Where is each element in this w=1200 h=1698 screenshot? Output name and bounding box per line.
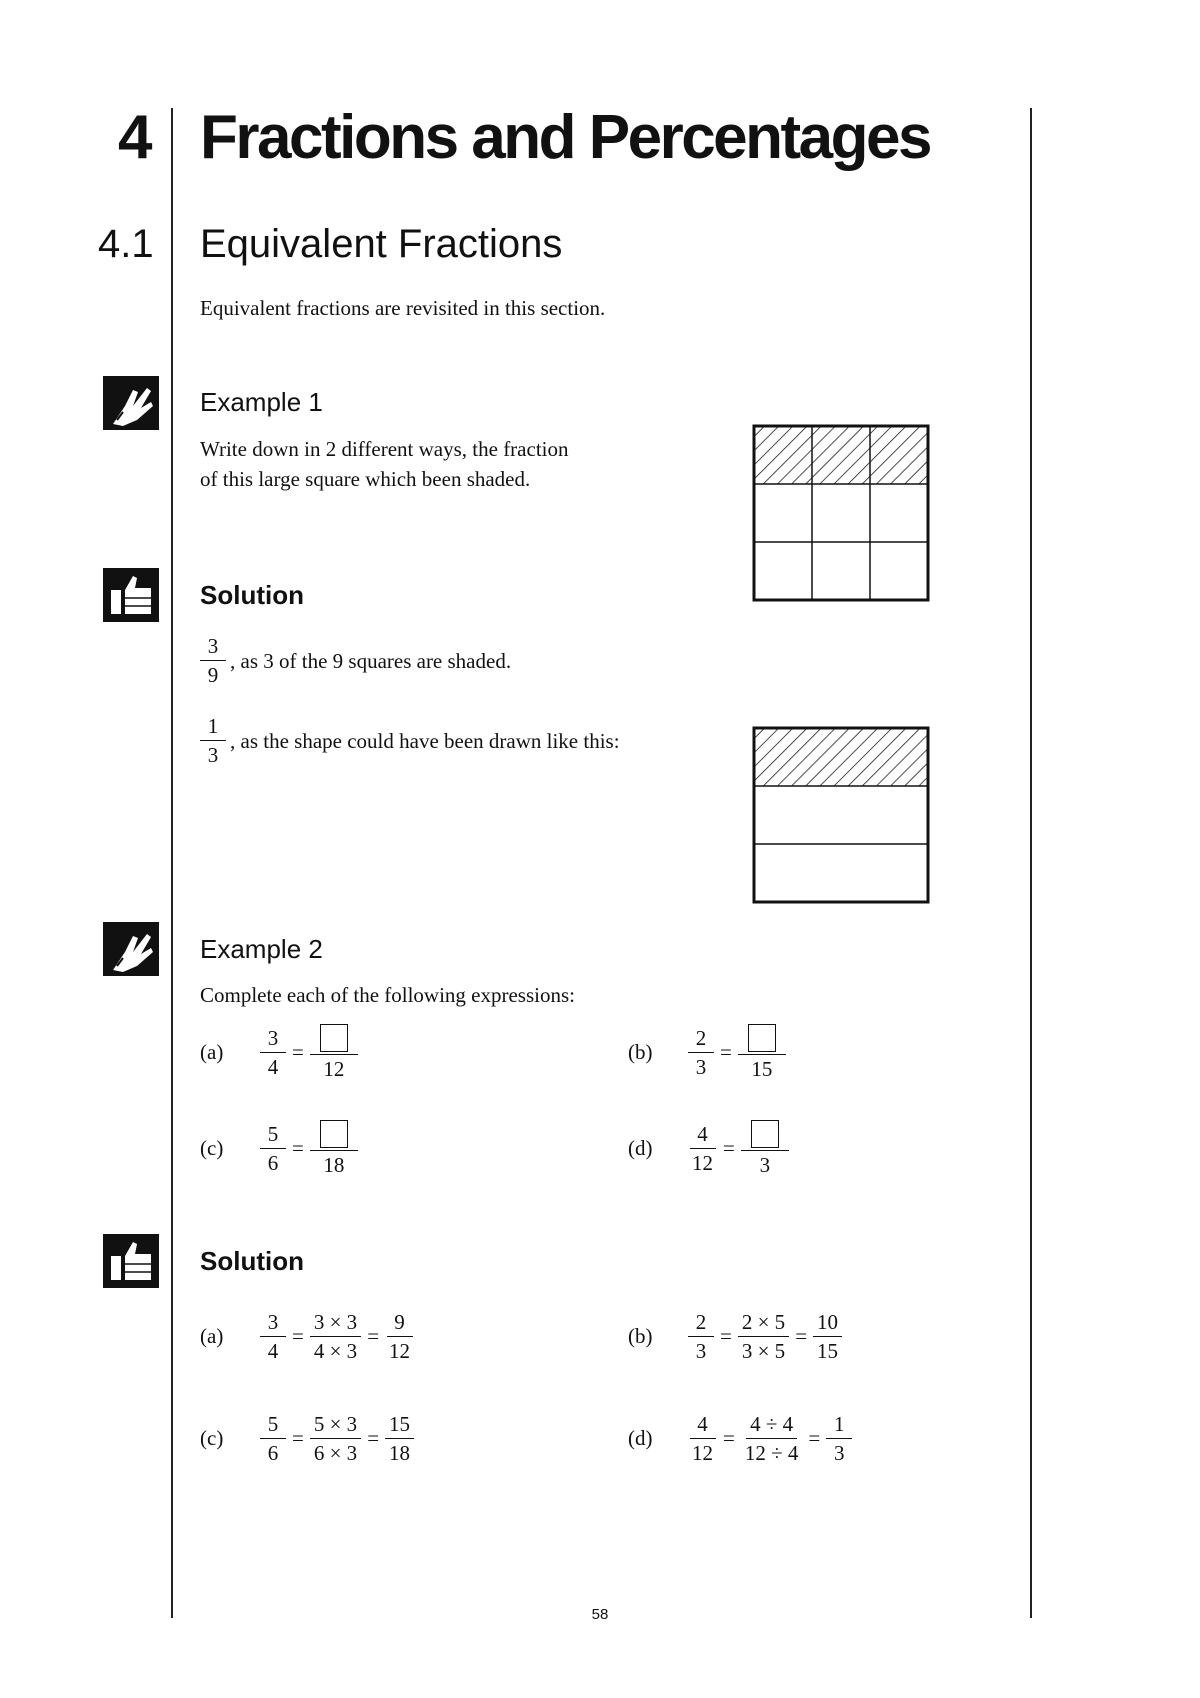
solution1-item2 — [196, 712, 620, 769]
writing-hand-icon — [103, 922, 159, 976]
solution1-heading: Solution — [200, 580, 304, 610]
solution2-part-a: (a) $\frac{3}{4}$ = $\frac{3 \times 3}{4 \times 3}$ = $\frac{9}{12}$ — [200, 1308, 418, 1365]
nine-square-grid — [752, 424, 930, 602]
fraction-3-9: $\frac{3}{9}$ — [200, 632, 226, 689]
example2-part-d: (d) $\frac{4}{12}$ = 3 — [628, 1118, 793, 1179]
solution1-item1 — [196, 632, 511, 689]
solution2-part-d: (d) $\frac{4}{12}$ = $\frac{4 \div 4}{12 \div 4}$ = $\frac{1}{3}$ — [628, 1410, 856, 1467]
solution2-heading: Solution — [200, 1246, 304, 1276]
chapter-number: 4 — [118, 103, 151, 172]
answer-box — [320, 1120, 348, 1148]
fraction-1-3: $\frac{1}{3}$ — [200, 712, 226, 769]
solution1-item1-text: , as 3 of the 9 squares are shaded. — [230, 648, 512, 673]
solution2-part-c: (c) $\frac{5}{6}$ = $\frac{5 \times 3}{6 \times 3}$ = $\frac{15}{18}$ — [200, 1410, 418, 1467]
example2-part-a: (a) $\frac{3}{4}$ = 12 — [200, 1022, 362, 1083]
right-margin-rule — [1030, 108, 1032, 1618]
thumbs-up-icon — [103, 568, 159, 622]
example2-heading: Example 2 — [200, 934, 323, 964]
answer-box — [751, 1120, 779, 1148]
example1-line1: Write down in 2 different ways, the fraction — [200, 437, 569, 461]
page-number: 58 — [591, 1606, 609, 1623]
writing-hand-icon — [103, 376, 159, 430]
shaded-row — [754, 426, 928, 484]
example1-heading: Example 1 — [200, 387, 323, 417]
example2-part-b: (b) $\frac{2}{3}$ = 15 — [628, 1022, 790, 1083]
left-margin-rule — [171, 108, 173, 1618]
solution2-part-b: (b) $\frac{2}{3}$ = $\frac{2 \times 5}{3 \times 5}$ = $\frac{10}{15}$ — [628, 1308, 846, 1365]
solution1-item2-text: , as the shape could have been drawn like this: — [230, 728, 620, 753]
answer-box — [748, 1024, 776, 1052]
example1-line2: of this large square which been shaded. — [200, 467, 531, 491]
example2-part-c: (c) $\frac{5}{6}$ = 18 — [200, 1118, 362, 1179]
section-number: 4.1 — [98, 222, 154, 266]
answer-box — [320, 1024, 348, 1052]
intro-text: Equivalent fractions are revisited in this section. — [200, 296, 606, 320]
section-title: Equivalent Fractions — [200, 222, 563, 266]
chapter-title: Fractions and Percentages — [200, 103, 930, 172]
thumbs-up-icon — [103, 1234, 159, 1288]
example2-intro: Complete each of the following expressions: — [200, 983, 575, 1007]
shaded-strip — [754, 728, 928, 786]
three-strip-grid — [752, 726, 930, 904]
